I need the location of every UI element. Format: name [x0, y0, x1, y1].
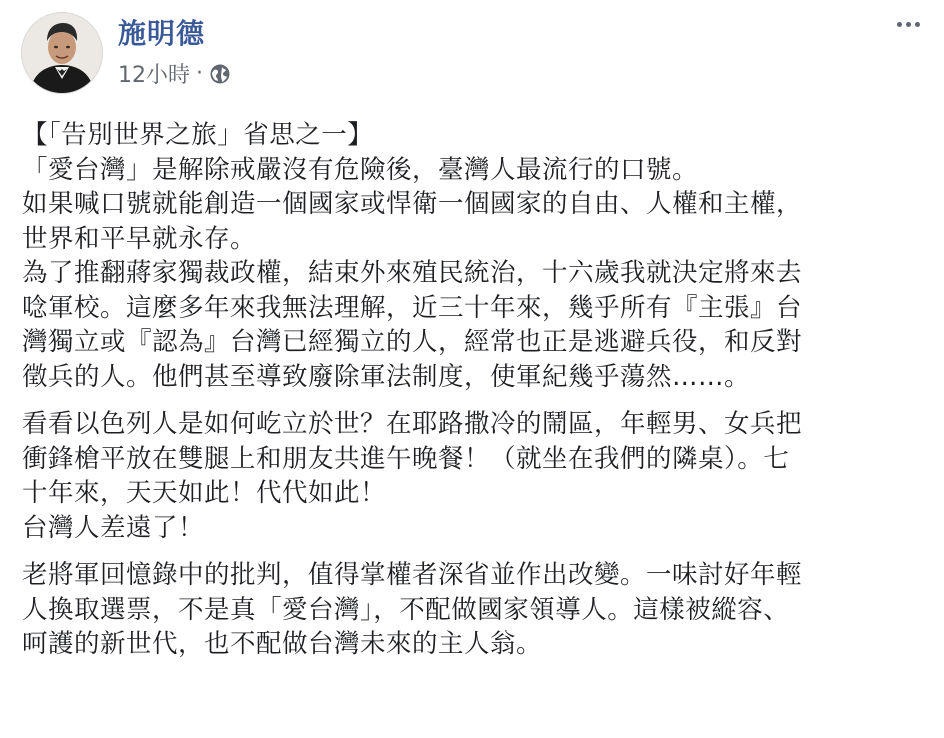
post-header	[0, 0, 944, 110]
post-text-line: 世界和平早就永存。	[22, 223, 257, 254]
post-text-line: 老將軍回憶錄中的批判，值得掌權者深省並作出改變。一味討好年輕	[22, 560, 803, 590]
post-meta	[118, 58, 231, 89]
post-text-line: 看看以色列人是如何屹立於世？在耶路撒冷的鬧區，年輕男、女兵把	[22, 409, 803, 439]
post-content	[22, 118, 927, 675]
meta-separator: ·	[196, 61, 203, 86]
post-paragraph	[22, 558, 927, 662]
post-text-line: 台灣人差遠了！	[22, 512, 205, 543]
post-text-line: 呵護的新世代，也不配做台灣未來的主人翁。	[22, 629, 543, 659]
post-text-line: 【「告別世界之旅」省思之一】	[22, 120, 374, 150]
post-text-line: 灣獨立或『認為』台灣已經獨立的人，經常也正是逃避兵役，和反對	[22, 327, 803, 357]
post-text-line: 衝鋒槍平放在雙腿上和朋友共進午晚餐！（就坐在我們的隣桌）。七	[22, 443, 790, 474]
post-text-line: 十年來，天天如此！代代如此！	[22, 478, 387, 508]
post-text-line: 人換取選票，不是真「愛台灣」，不配做國家領導人。這樣被縱容、	[22, 594, 790, 625]
more-options-icon[interactable]	[890, 12, 926, 36]
post-text-line: 徵兵的人。他們甚至導致廢除軍法制度，使軍紀幾乎蕩然……。	[22, 361, 751, 392]
post-text-line: 「愛台灣」是解除戒嚴沒有危險後，臺灣人最流行的口號。	[22, 154, 699, 185]
post-text-line: 唸軍校。這麼多年來我無法理解，近三十年來，幾乎所有『主張』台	[22, 292, 803, 323]
avatar[interactable]	[21, 12, 103, 94]
author-name[interactable]: 施明德	[118, 17, 206, 50]
post-paragraph	[22, 407, 927, 545]
post-text-line: 為了推翻蔣家獨裁政權，結束外來殖民統治，十六歲我就決定將來去	[22, 258, 803, 288]
post-timestamp[interactable]: 12小時	[118, 63, 190, 88]
post-text-line: 如果喊口號就能創造一個國家或悍衛一個國家的自由、人權和主權，	[22, 189, 803, 219]
globe-icon[interactable]	[209, 63, 231, 85]
post-paragraph	[22, 118, 927, 394]
